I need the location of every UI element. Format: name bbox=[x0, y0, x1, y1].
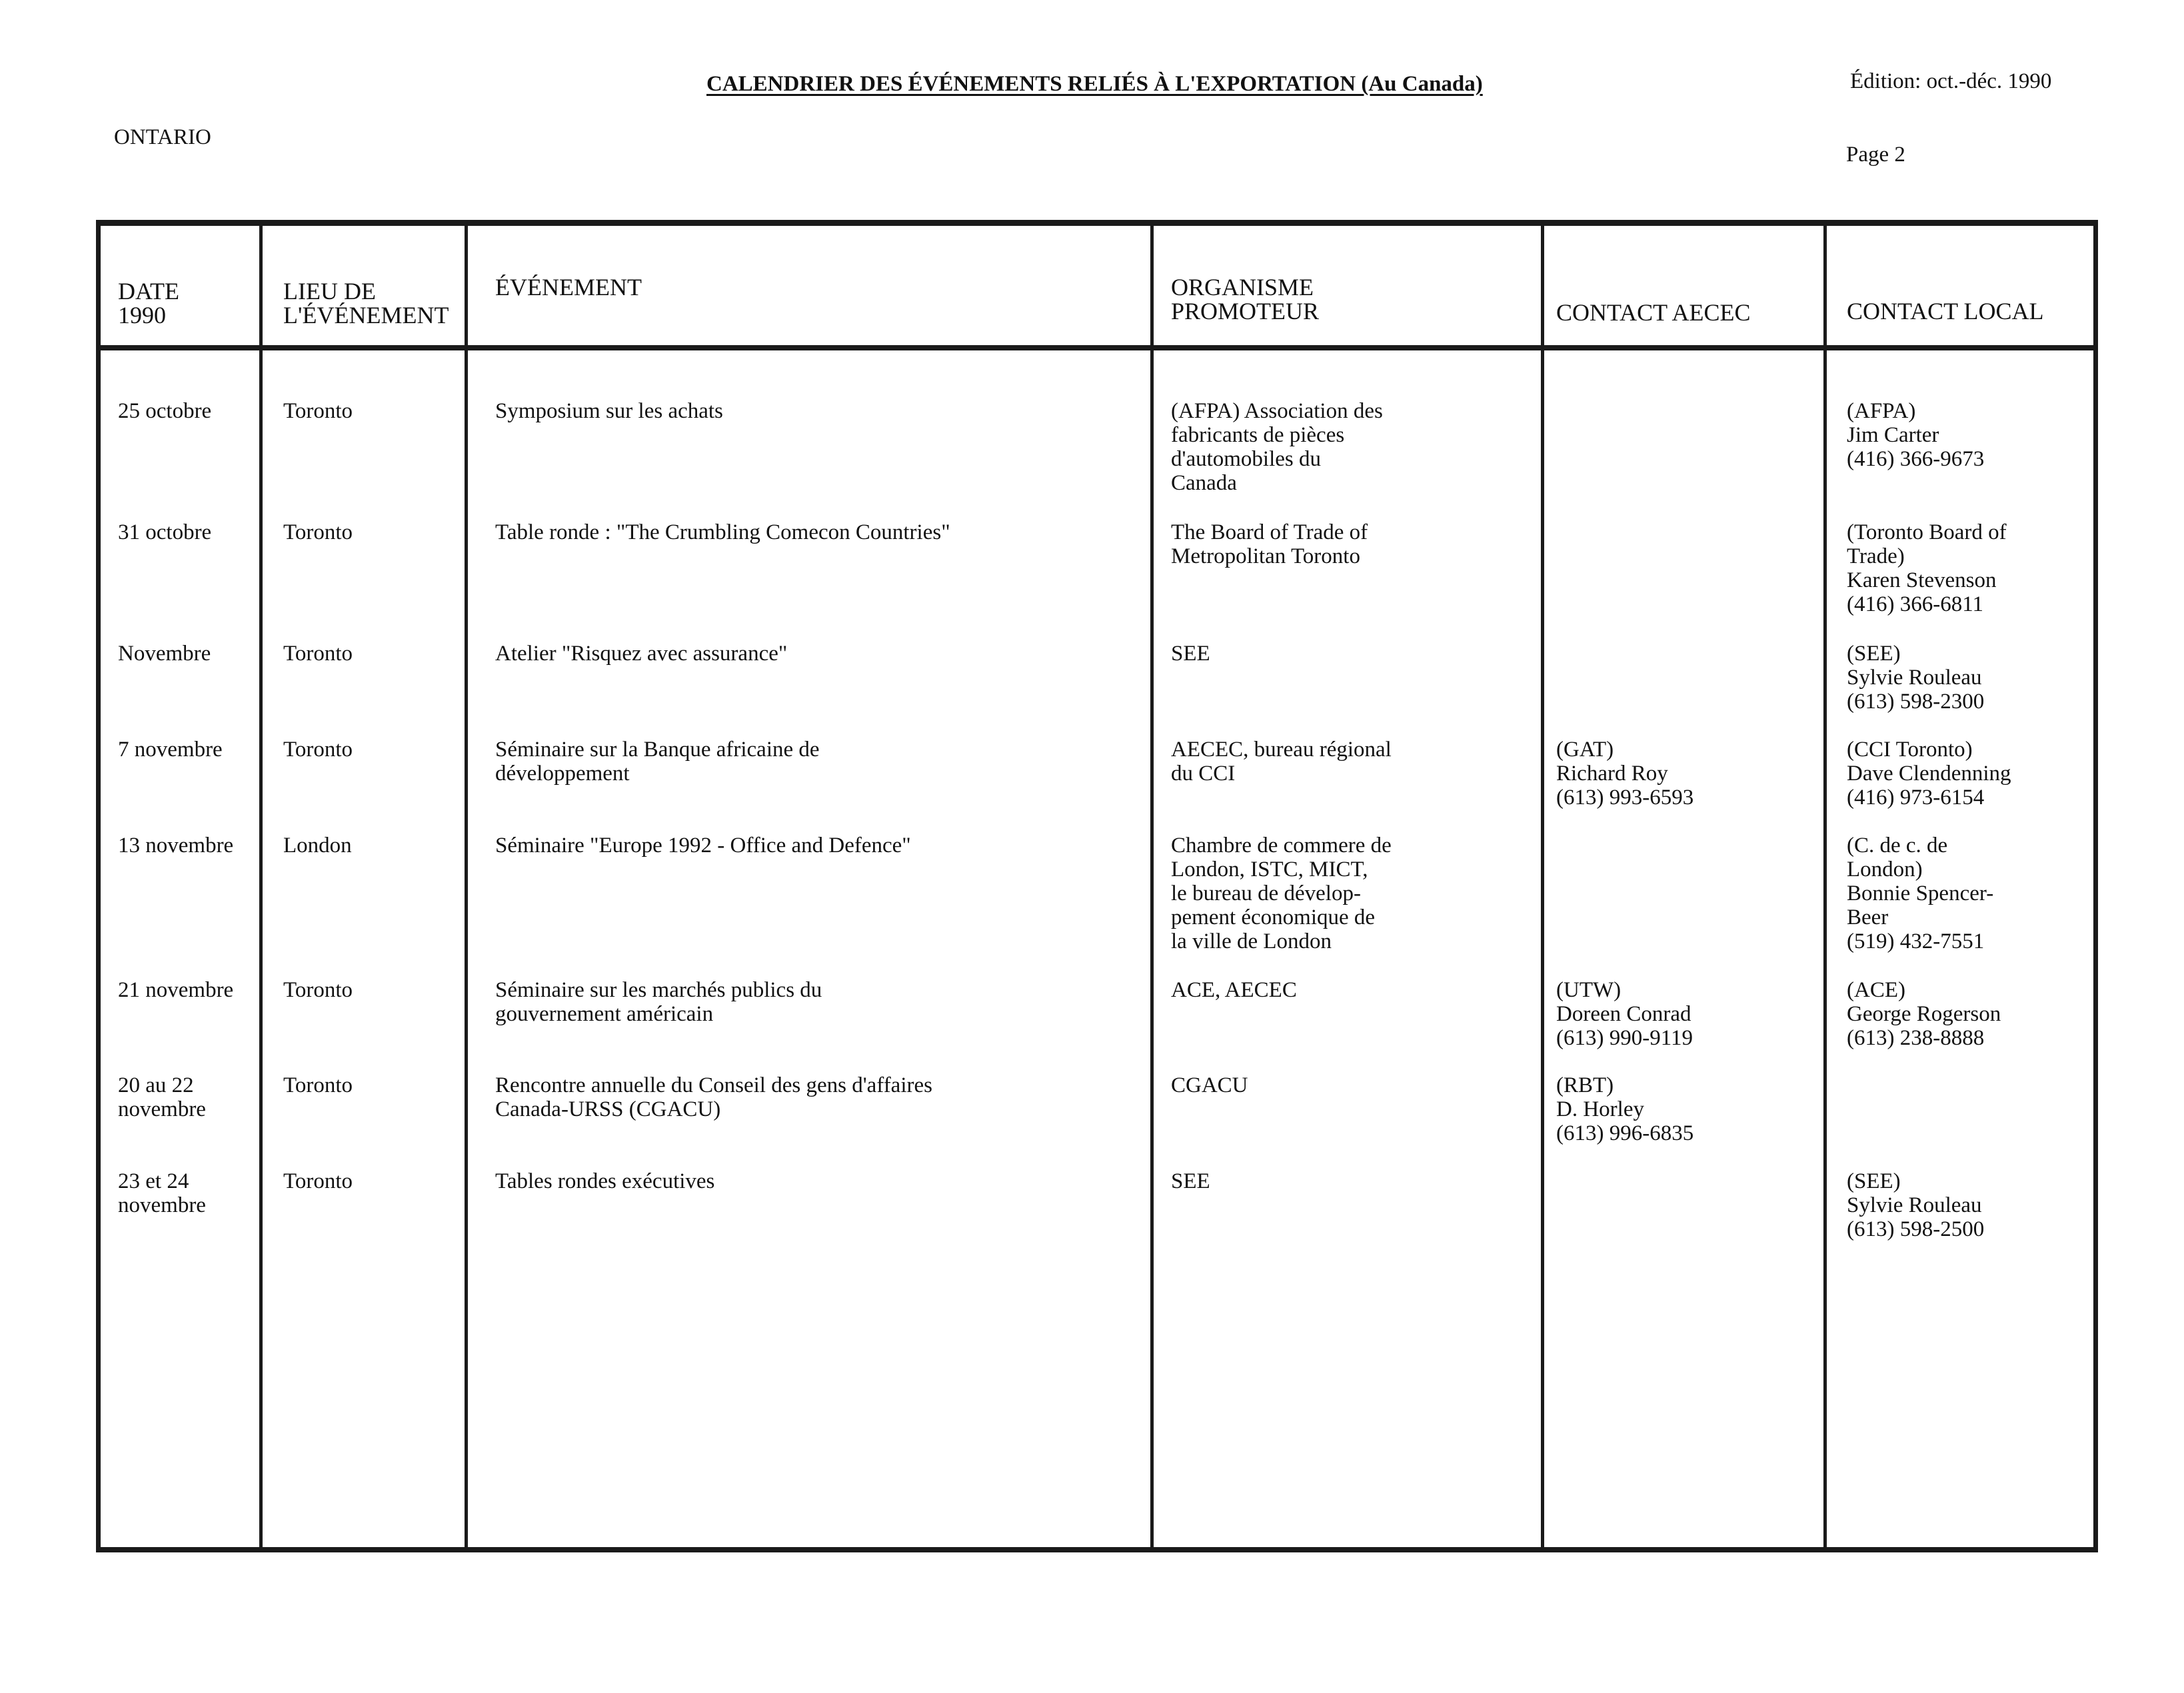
cell-line: (416) 366-9673 bbox=[1847, 447, 1985, 471]
cell-line: Atelier "Risquez avec assurance" bbox=[495, 642, 788, 666]
cell-organisme bbox=[1171, 520, 1368, 568]
cell-line: Canada bbox=[1171, 471, 1237, 495]
cell-line: fabricants de pièces bbox=[1171, 423, 1345, 447]
cell-line: Beer bbox=[1847, 905, 1889, 929]
cell-line: Metropolitan Toronto bbox=[1171, 544, 1360, 568]
cell-line: Canada-URSS (CGACU) bbox=[495, 1097, 721, 1121]
cell-line: AECEC, bureau régional bbox=[1171, 738, 1392, 762]
cell-line: 13 novembre bbox=[118, 834, 234, 857]
cell-organisme bbox=[1171, 642, 1210, 666]
column-header-contact-local bbox=[1847, 299, 2043, 323]
cell-date bbox=[118, 978, 233, 1002]
cell-evenement bbox=[495, 642, 787, 666]
cell-evenement bbox=[495, 834, 911, 857]
cell-evenement bbox=[495, 399, 723, 423]
cell-line: Toronto bbox=[283, 520, 353, 544]
cell-line: gouvernement américain bbox=[495, 1002, 714, 1026]
column-header-date bbox=[118, 279, 179, 327]
cell-line: Doreen Conrad bbox=[1556, 1002, 1691, 1026]
cell-contact-aecec bbox=[1556, 1073, 1693, 1145]
cell-line: 20 au 22 bbox=[118, 1073, 194, 1097]
cell-date bbox=[118, 1073, 206, 1121]
column-divider bbox=[1823, 226, 1827, 1547]
cell-line: Séminaire "Europe 1992 - Office and Defence" bbox=[495, 834, 911, 857]
cell-organisme bbox=[1171, 399, 1383, 495]
cell-line: Sylvie Rouleau bbox=[1847, 1193, 1982, 1217]
column-header-line: PROMOTEUR bbox=[1171, 298, 1320, 324]
cell-date bbox=[118, 1169, 206, 1217]
cell-line: The Board of Trade of bbox=[1171, 520, 1368, 544]
cell-line: (AFPA) bbox=[1847, 399, 1916, 423]
cell-line: 7 novembre bbox=[118, 738, 223, 762]
region-label: ONTARIO bbox=[114, 125, 211, 149]
page-number: Page 2 bbox=[1846, 143, 1905, 167]
cell-organisme bbox=[1171, 834, 1392, 953]
cell-line: CGACU bbox=[1171, 1073, 1248, 1097]
cell-line: Richard Roy bbox=[1556, 762, 1668, 786]
cell-line: novembre bbox=[118, 1193, 206, 1217]
cell-line: (AFPA) Association des bbox=[1171, 399, 1383, 423]
cell-line: (613) 238-8888 bbox=[1847, 1026, 1985, 1050]
cell-line: (CCI Toronto) bbox=[1847, 738, 1973, 762]
column-header-line: CONTACT LOCAL bbox=[1847, 298, 2044, 324]
cell-lieu bbox=[283, 1169, 353, 1193]
cell-lieu bbox=[283, 642, 353, 666]
cell-contact-local bbox=[1847, 399, 1984, 471]
cell-line: pement économique de bbox=[1171, 905, 1376, 929]
cell-line: 23 et 24 bbox=[118, 1169, 189, 1193]
cell-line: 31 octobre bbox=[118, 520, 212, 544]
cell-lieu bbox=[283, 834, 352, 857]
cell-line: (GAT) bbox=[1556, 738, 1614, 762]
cell-lieu bbox=[283, 978, 353, 1002]
column-divider bbox=[465, 226, 468, 1547]
cell-line: Rencontre annuelle du Conseil des gens d'affaires bbox=[495, 1073, 932, 1097]
cell-line: Tables rondes exécutives bbox=[495, 1169, 715, 1193]
cell-line: Table ronde : "The Crumbling Comecon Countries" bbox=[495, 520, 950, 544]
cell-date bbox=[118, 520, 211, 544]
column-header-line: LIEU DE bbox=[283, 278, 376, 304]
cell-line: (613) 990-9119 bbox=[1556, 1026, 1693, 1050]
cell-line: Toronto bbox=[283, 399, 353, 423]
cell-line: Toronto bbox=[283, 978, 353, 1002]
cell-line: le bureau de dévelop- bbox=[1171, 881, 1361, 905]
cell-line: Novembre bbox=[118, 642, 211, 666]
document-title: CALENDRIER DES ÉVÉNEMENTS RELIÉS À L'EXPORTATION (Au Canada) bbox=[706, 72, 1483, 96]
cell-line: (Toronto Board of bbox=[1847, 520, 2007, 544]
cell-evenement bbox=[495, 738, 820, 786]
cell-line: Toronto bbox=[283, 1169, 353, 1193]
cell-line: développement bbox=[495, 762, 630, 786]
cell-line: George Rogerson bbox=[1847, 1002, 2001, 1026]
column-divider bbox=[1150, 226, 1154, 1547]
column-header-lieu bbox=[283, 279, 449, 327]
cell-date bbox=[118, 834, 233, 857]
cell-line: 21 novembre bbox=[118, 978, 234, 1002]
column-header-organisme bbox=[1171, 275, 1319, 323]
column-header-line: ÉVÉNEMENT bbox=[495, 274, 642, 300]
cell-line: ACE, AECEC bbox=[1171, 978, 1297, 1002]
cell-evenement bbox=[495, 520, 950, 544]
cell-line: Toronto bbox=[283, 1073, 353, 1097]
cell-line: Sylvie Rouleau bbox=[1847, 666, 1982, 690]
cell-evenement bbox=[495, 1073, 932, 1121]
cell-line: Chambre de commere de bbox=[1171, 834, 1392, 857]
cell-line: Karen Stevenson bbox=[1847, 568, 1997, 592]
column-divider bbox=[259, 226, 263, 1547]
cell-line: (613) 598-2500 bbox=[1847, 1217, 1985, 1241]
column-header-line: ORGANISME bbox=[1171, 274, 1314, 300]
column-header-evenement bbox=[495, 275, 642, 299]
cell-contact-local bbox=[1847, 642, 1984, 714]
cell-lieu bbox=[283, 1073, 353, 1097]
cell-line: London) bbox=[1847, 857, 1923, 881]
cell-lieu bbox=[283, 738, 353, 762]
column-header-line: DATE bbox=[118, 278, 179, 304]
cell-line: SEE bbox=[1171, 1169, 1210, 1193]
header-rule bbox=[101, 345, 2093, 350]
cell-contact-local bbox=[1847, 738, 2011, 810]
cell-line: (SEE) bbox=[1847, 642, 1901, 666]
cell-date bbox=[118, 399, 211, 423]
cell-line: Toronto bbox=[283, 738, 353, 762]
cell-line: London, ISTC, MICT, bbox=[1171, 857, 1368, 881]
cell-line: Jim Carter bbox=[1847, 423, 1939, 447]
cell-lieu bbox=[283, 520, 353, 544]
cell-organisme bbox=[1171, 1073, 1248, 1097]
cell-contact-local bbox=[1847, 834, 1993, 953]
cell-line: (416) 366-6811 bbox=[1847, 592, 1983, 616]
column-header-contact-aecec bbox=[1556, 300, 1750, 324]
cell-line: d'automobiles du bbox=[1171, 447, 1322, 471]
cell-contact-local bbox=[1847, 1169, 1984, 1241]
cell-line: du CCI bbox=[1171, 762, 1236, 786]
cell-line: 25 octobre bbox=[118, 399, 212, 423]
cell-contact-aecec bbox=[1556, 978, 1693, 1050]
cell-line: Dave Clendenning bbox=[1847, 762, 2011, 786]
cell-line: (C. de c. de bbox=[1847, 834, 1948, 857]
cell-line: Trade) bbox=[1847, 544, 1905, 568]
cell-line: (ACE) bbox=[1847, 978, 1905, 1002]
cell-line: SEE bbox=[1171, 642, 1210, 666]
cell-line: (SEE) bbox=[1847, 1169, 1901, 1193]
cell-evenement bbox=[495, 978, 822, 1026]
column-header-line: L'ÉVÉNEMENT bbox=[283, 302, 449, 328]
cell-organisme bbox=[1171, 738, 1392, 786]
cell-line: Symposium sur les achats bbox=[495, 399, 723, 423]
cell-line: (613) 996-6835 bbox=[1556, 1121, 1694, 1145]
edition-label: Édition: oct.-déc. 1990 bbox=[1850, 69, 2052, 93]
cell-contact-local bbox=[1847, 520, 2007, 616]
cell-line: Toronto bbox=[283, 642, 353, 666]
cell-line: Séminaire sur la Banque africaine de bbox=[495, 738, 820, 762]
cell-date bbox=[118, 738, 223, 762]
cell-line: (416) 973-6154 bbox=[1847, 786, 1985, 810]
cell-line: London bbox=[283, 834, 352, 857]
cell-line: (UTW) bbox=[1556, 978, 1622, 1002]
cell-line: la ville de London bbox=[1171, 929, 1332, 953]
cell-contact-aecec bbox=[1556, 738, 1693, 810]
events-table bbox=[96, 220, 2098, 1552]
column-divider bbox=[1541, 226, 1544, 1547]
cell-line: D. Horley bbox=[1556, 1097, 1644, 1121]
column-header-line: 1990 bbox=[118, 302, 166, 328]
cell-lieu bbox=[283, 399, 353, 423]
column-header-line: CONTACT AECEC bbox=[1556, 299, 1751, 326]
cell-evenement bbox=[495, 1169, 714, 1193]
cell-line: Séminaire sur les marchés publics du bbox=[495, 978, 822, 1002]
cell-contact-local bbox=[1847, 978, 2001, 1050]
cell-line: Bonnie Spencer- bbox=[1847, 881, 1994, 905]
cell-line: (613) 598-2300 bbox=[1847, 690, 1985, 714]
cell-organisme bbox=[1171, 978, 1297, 1002]
cell-line: (613) 993-6593 bbox=[1556, 786, 1694, 810]
cell-line: (519) 432-7551 bbox=[1847, 929, 1985, 953]
cell-line: (RBT) bbox=[1556, 1073, 1614, 1097]
cell-line: novembre bbox=[118, 1097, 206, 1121]
cell-organisme bbox=[1171, 1169, 1210, 1193]
cell-date bbox=[118, 642, 211, 666]
